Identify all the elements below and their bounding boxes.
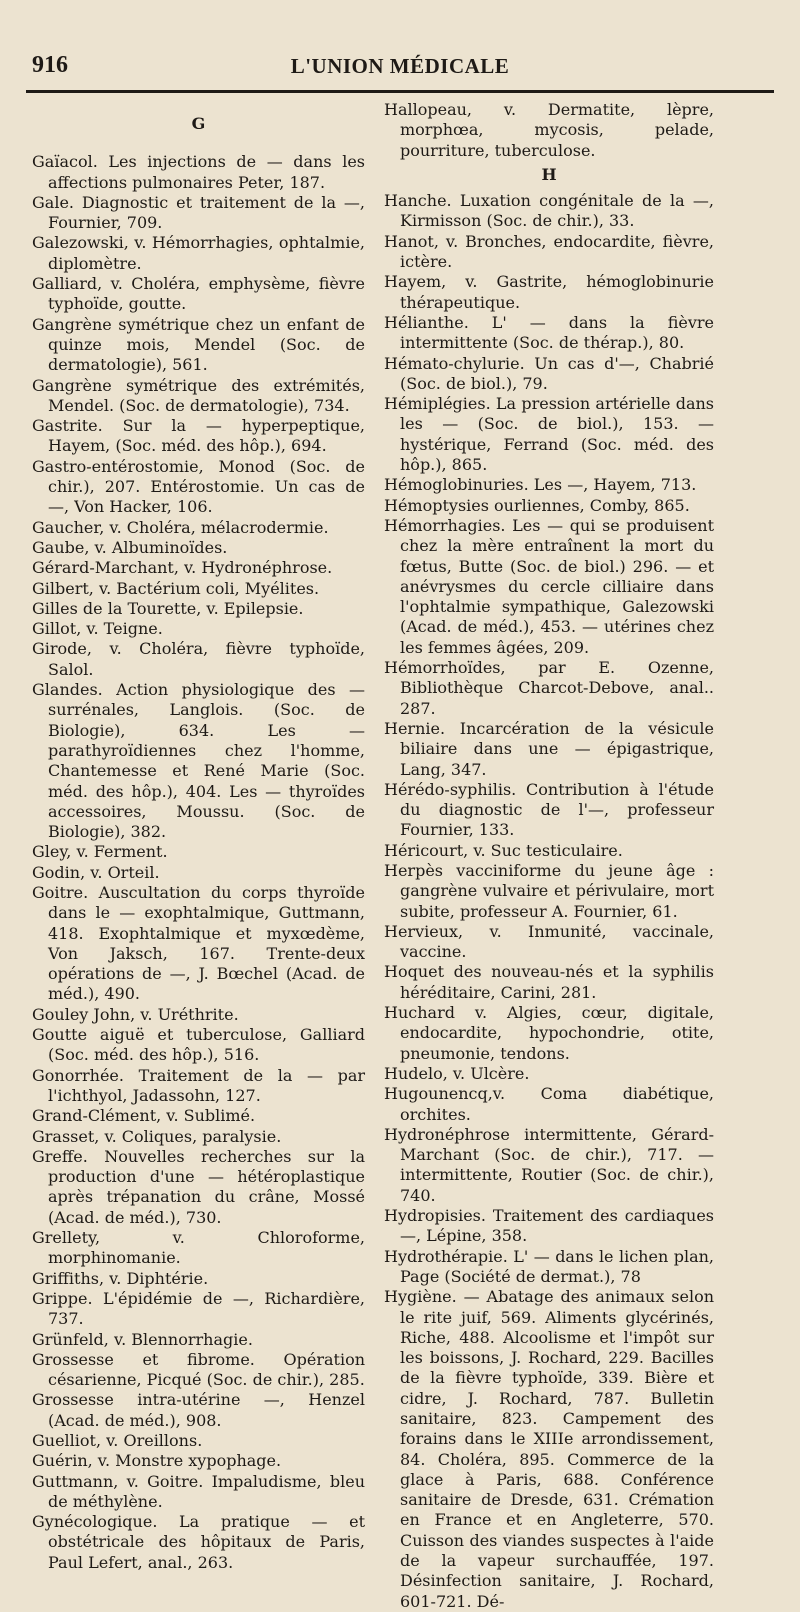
index-entry: Grippe. L'épidémie de —, Richardière, 737. <box>32 1288 365 1329</box>
header-rule <box>26 90 774 93</box>
index-entry: Hygiène. — Abatage des animaux selon le rite juif, 569. Aliments glycérinés, Riche, 488. Alcoolisme et l'impôt sur les boissons, J. Rochard, 229. Bacilles de la fièvre typhoïde, 339. Bière et cidre, J. Rochard, 787. Bulletin sanitaire, 823. Campement des forains dans le XIIIe arrondissement, 84. Choléra, 895. Commerce de la glace à Paris, 688. Conférence sanitaire de Dresde, 631. Crémation en France et en Angleterre, 570. Cuisson des viandes suspectes à l'aide de la vapeur surchauffée, 197. Désinfection sanitaire, J. Rochard, 601-721. Dé- <box>384 1287 714 1611</box>
index-entry: Hémorrhagies. Les — qui se produisent chez la mère entraînent la mort du fœtus, Butte (Soc. de biol.) 296. — et anévrysmes du cercle cilliaire dans l'ophtalmie sympathique, Galezowski (Acad. de méd.), 453. — utérines chez les femmes âgées, 209. <box>384 515 714 657</box>
left-entry-list <box>32 152 365 1573</box>
index-entry: Hanche. Luxation congénitale de la —, Kirmisson (Soc. de chir.), 33. <box>384 191 714 231</box>
index-entry: Griffiths, v. Diphtérie. <box>32 1268 209 1288</box>
index-entry: Grasset, v. Coliques, paralysie. <box>32 1126 282 1146</box>
index-entry: Goitre. Auscultation du corps thyroïde dans le — exophtalmique, Guttmann, 418. Exophtalmique et myxœdème, Von Jaksch, 167. Trente-deux opérations de —, J. Bœchel (Acad. de méd.), 490. <box>32 882 365 1004</box>
index-entry: Gaucher, v. Choléra, mélacrodermie. <box>32 517 329 537</box>
index-entry: Girode, v. Choléra, fièvre typhoïde, Salol. <box>32 639 365 679</box>
index-entry: Hémorrhoïdes, par E. Ozenne, Bibliothèque Charcot-Debove, anal.. 287. <box>384 658 714 718</box>
index-entry: Hudelo, v. Ulcère. <box>384 1063 530 1083</box>
index-entry: Hydropisies. Traitement des cardiaques —, Lépine, 358. <box>384 1206 714 1246</box>
index-entry: Galliard, v. Choléra, emphysème, fièvre typhoïde, goutte. <box>32 274 365 314</box>
index-entry: Greffe. Nouvelles recherches sur la production d'une — hétéroplastique après trépanation du crâne, Mossé (Acad. de méd.), 730. <box>32 1146 365 1227</box>
index-entry: Gaube, v. Albuminoïdes. <box>32 537 228 557</box>
index-entry: Hallopeau, v. Dermatite, lèpre, morphœa, mycosis, pelade, pourriture, tuberculose. <box>384 100 714 160</box>
index-entry: Hydrothérapie. L' — dans le lichen plan, Page (Société de dermat.), 78 <box>384 1246 714 1286</box>
index-entry: Hérédo-syphilis. Contribution à l'étude du diagnostic de l'—, professeur Fournier, 133. <box>384 779 714 840</box>
index-entry: Grossesse intra-utérine —, Henzel (Acad. de méd.), 908. <box>32 1390 365 1430</box>
index-entry: Hoquet des nouveau-nés et la syphilis héréditaire, Carini, 281. <box>384 962 714 1002</box>
index-entry: Guérin, v. Monstre xypophage. <box>32 1451 282 1471</box>
index-entry: Héricourt, v. Suc testiculaire. <box>384 840 623 860</box>
index-entry: Hémiplégies. La pression artérielle dans les — (Soc. de biol.), 153. — hystérique, Ferrand (Soc. méd. des hôp.), 865. <box>384 394 714 475</box>
index-entry: Gastrite. Sur la — hyperpeptique, Hayem, (Soc. méd. des hôp.), 694. <box>32 416 365 456</box>
index-entry: Grünfeld, v. Blennorrhagie. <box>32 1329 253 1349</box>
index-entry: Guelliot, v. Oreillons. <box>32 1431 203 1450</box>
index-entry: Hémoptysies ourliennes, Comby, 865. <box>384 495 690 515</box>
right-entry-list <box>384 191 714 1612</box>
index-entry: Gérard-Marchant, v. Hydronéphrose. <box>32 558 333 578</box>
index-entry: Herpès vacciniforme du jeune âge : gangrène vulvaire et périvulaire, mort subite, professeur A. Fournier, 61. <box>384 860 714 921</box>
section-letter-g: G <box>191 114 206 133</box>
index-entry: Gonorrhée. Traitement de la — par l'ichthyol, Jadassohn, 127. <box>32 1065 365 1105</box>
section-letter-h: H <box>541 164 557 184</box>
index-entry: Gouley John, v. Uréthrite. <box>32 1004 239 1024</box>
index-entry: Grossesse et fibrome. Opération césarienne, Picqué (Soc. de chir.), 285. <box>32 1349 365 1390</box>
index-entry: Hayem, v. Gastrite, hémoglobinurie thérapeutique. <box>384 272 714 312</box>
index-entry: Gynécologique. La pratique — et obstétricale des hôpitaux de Paris, Paul Lefert, anal., 263. <box>32 1512 365 1572</box>
index-entry: Grellety, v. Chloroforme, morphinomanie. <box>32 1228 365 1268</box>
index-entry: Gilles de la Tourette, v. Epilepsie. <box>32 598 304 618</box>
index-entry: Hervieux, v. Inmunité, vaccinale, vaccine. <box>384 921 714 962</box>
index-entry: Glandes. Action physiologique des — surrénales, Langlois. (Soc. de Biologie), 634. Les — parathyroïdiennes chez l'homme, Chantemesse et René Marie (Soc. méd. des hôp.), 404. Les — thyroïdes accessoires, Moussu. (Soc. de Biologie), 382. <box>32 680 365 842</box>
index-entry: Gangrène symétrique chez un enfant de quinze mois, Mendel (Soc. de dermatologie), 561. <box>32 314 365 375</box>
right-continued-entry-list <box>384 100 714 161</box>
index-entry: Galezowski, v. Hémorrhagies, ophtalmie, diplomètre. <box>32 233 365 273</box>
left-column <box>32 100 365 1572</box>
index-entry: Guttmann, v. Goitre. Impaludisme, bleu de méthylène. <box>32 1471 365 1511</box>
page-number: 916 <box>32 52 68 78</box>
index-entry: Hélianthe. L' — dans la fièvre intermittente (Soc. de thérap.), 80. <box>384 312 714 353</box>
index-entry: Gale. Diagnostic et traitement de la —, Fournier, 709. <box>32 192 365 233</box>
index-entry: Hémato-chylurie. Un cas d'—, Chabrié (Soc. de biol.), 79. <box>384 353 714 393</box>
index-entry: Huchard v. Algies, cœur, digitale, endocardite, hypochondrie, otite, pneumonie, tendons. <box>384 1003 714 1063</box>
index-entry: Gastro-entérostomie, Monod (Soc. de chir.), 207. Entérostomie. Un cas de —, Von Hacker, 106. <box>32 456 365 517</box>
index-entry: Gaïacol. Les injections de — dans les affections pulmonaires Peter, 187. <box>32 152 365 192</box>
index-entry: Goutte aiguë et tuberculose, Galliard (Soc. méd. des hôp.), 516. <box>32 1025 365 1065</box>
index-entry: Hugounencq,v. Coma diabétique, orchites. <box>384 1084 714 1124</box>
index-entry: Gilbert, v. Bactérium coli, Myélites. <box>32 578 320 598</box>
right-column <box>384 100 714 1611</box>
index-entry: Godin, v. Orteil. <box>32 862 160 882</box>
index-entry: Hydronéphrose intermittente, Gérard-Marchant (Soc. de chir.), 717. — intermittente, Routier (Soc. de chir.), 740. <box>384 1124 714 1205</box>
running-title: L'UNION MÉDICALE <box>290 54 510 78</box>
index-entry: Gangrène symétrique des extrémités, Mendel. (Soc. de dermatologie), 734. <box>32 375 365 415</box>
index-entry: Hanot, v. Bronches, endocardite, fièvre, ictère. <box>384 231 714 272</box>
page-header <box>26 52 774 82</box>
index-entry: Gillot, v. Teigne. <box>32 619 163 639</box>
index-entry: Hémoglobinuries. Les —, Hayem, 713. <box>384 475 697 495</box>
index-entry: Grand-Clément, v. Sublimé. <box>32 1106 256 1126</box>
index-entry: Gley, v. Ferment. <box>32 842 168 862</box>
index-entry: Hernie. Incarcération de la vésicule biliaire dans une — épigastrique, Lang, 347. <box>384 718 714 779</box>
